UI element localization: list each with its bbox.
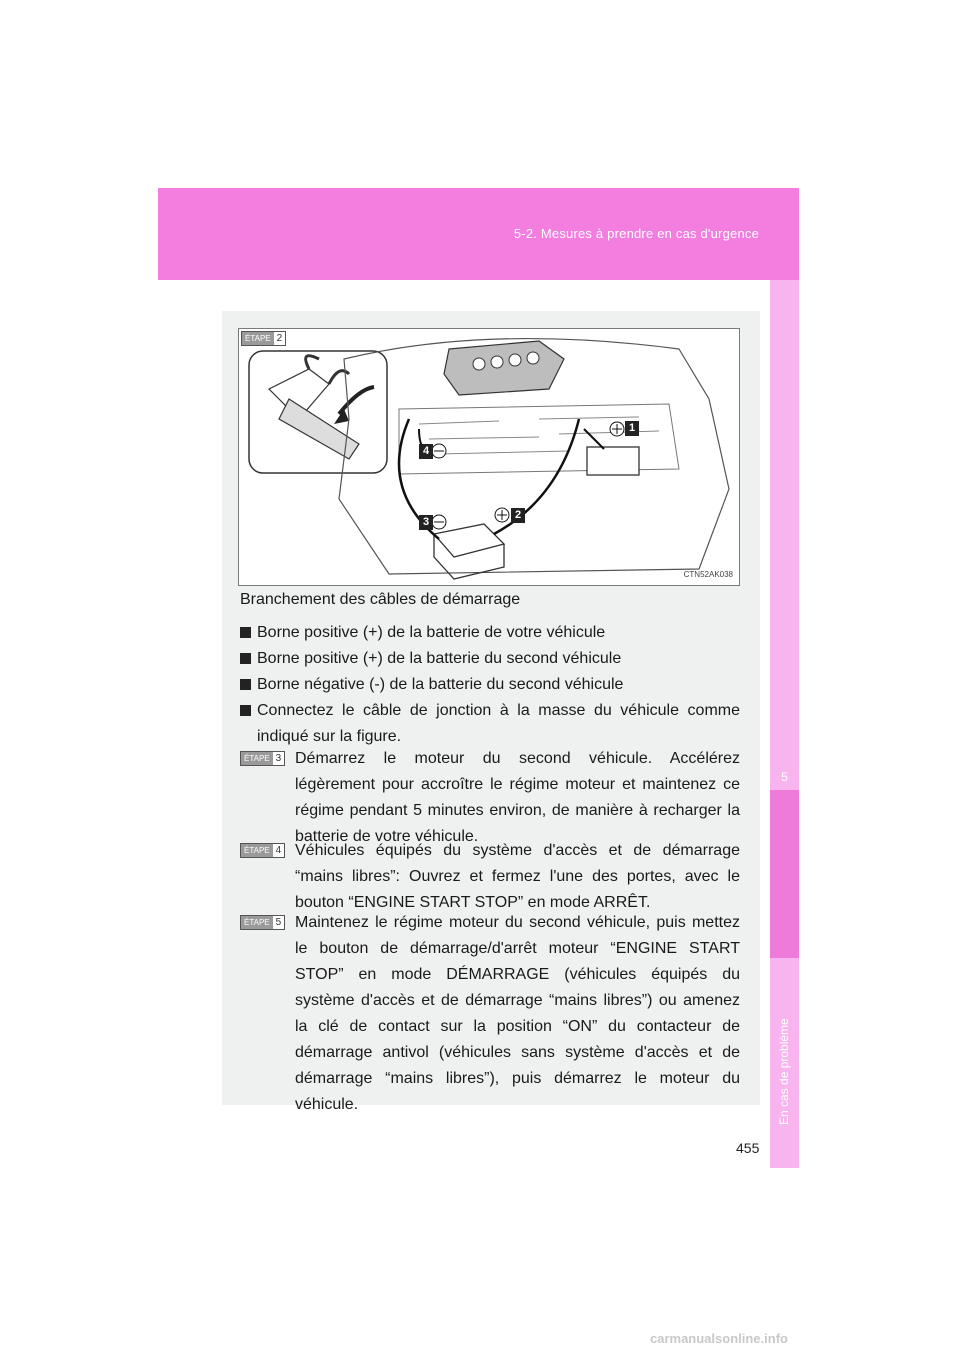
step-badge: ÉTAPE 5	[240, 915, 285, 930]
chapter-label: En cas de problème	[777, 1018, 791, 1125]
section-title: 5-2. Mesures à prendre en cas d'urgence	[513, 226, 759, 241]
step-3: ÉTAPE 3 Démarrez le moteur du second véhicule. Accélérez légèrement pour accroître le régime moteur et maintenez ce régime pendant 5 minutes environ, de manière à recharger la batterie de votre véhicule.	[240, 746, 740, 850]
marker-2: 2	[511, 508, 525, 523]
step-5: ÉTAPE 5 Maintenez le régime moteur du second véhicule, puis mettez le bouton de démarrage/d'arrêt moteur “ENGINE START STOP” en mode DÉMARRAGE (véhicules équipés du système d'accès et de démarrage “mains libres”) ou amenez la clé de contact sur la position “ON” du contacteur de démarrage antivol (véhicules sans système d'accès et de démarrage “mains libres”), puis démarrez le moteur du véhicule.	[240, 910, 740, 1118]
page-number: 455	[736, 1140, 760, 1156]
step-badge: ÉTAPE 4	[240, 843, 285, 858]
item-marker-1	[240, 627, 251, 638]
item-marker-3	[240, 679, 251, 690]
item-marker-4	[240, 705, 251, 716]
section-header	[158, 188, 799, 280]
jump-start-illustration	[238, 328, 740, 586]
marker-1: 1	[625, 421, 639, 436]
step-4: ÉTAPE 4 Véhicules équipés du système d'accès et de démarrage “mains libres”: Ouvrez et fermez l'une des portes, avec le bouton “ENGINE START STOP” en mode ARRÊT.	[240, 838, 740, 916]
marker-3: 3	[419, 515, 433, 530]
engine-bay-drawing	[239, 329, 739, 585]
chapter-side-tab-active	[770, 790, 799, 958]
list-item: Borne négative (-) de la batterie du second véhicule	[240, 672, 623, 698]
list-item: Borne positive (+) de la batterie du second véhicule	[240, 646, 621, 672]
watermark-footer: carmanualsonline.info	[650, 1331, 788, 1346]
figure-step-badge: ÉTAPE 2	[241, 331, 286, 346]
chapter-number: 5	[781, 770, 788, 784]
figure-caption: Branchement des câbles de démarrage	[240, 591, 521, 608]
list-item: Connectez le câble de jonction à la masse du véhicule comme indiqué sur la figure.	[240, 698, 740, 750]
list-item: Borne positive (+) de la batterie de votre véhicule	[240, 620, 605, 646]
marker-4: 4	[419, 444, 433, 459]
step-badge: ÉTAPE 3	[240, 751, 285, 766]
item-marker-2	[240, 653, 251, 664]
figure-code: CTN52AK038	[683, 570, 733, 579]
